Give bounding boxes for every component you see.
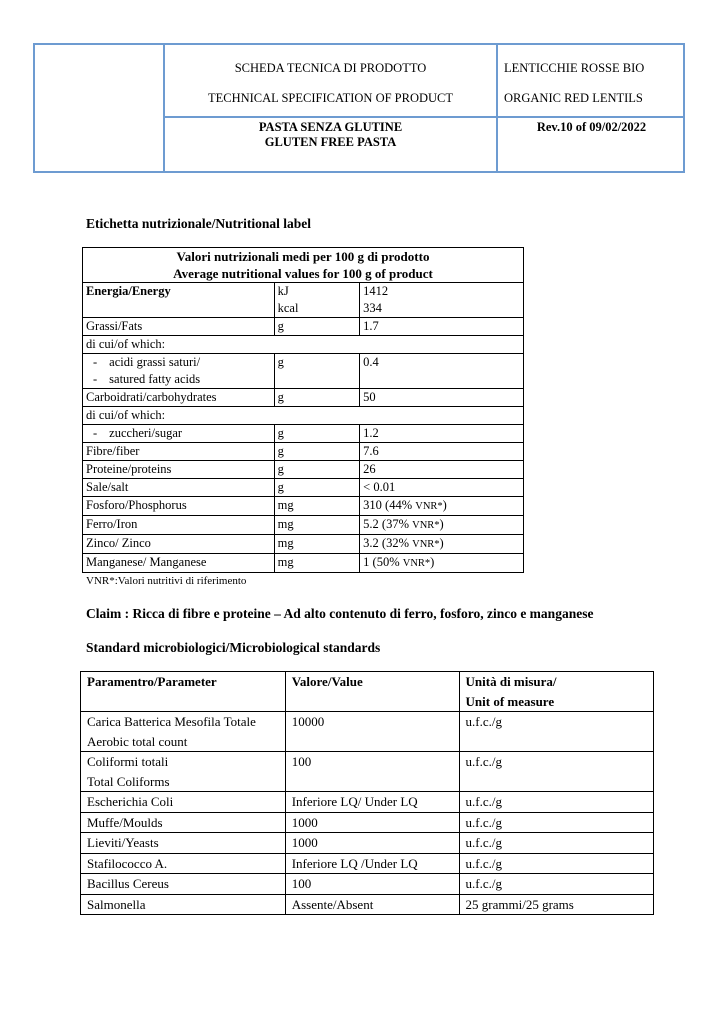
value-cell: 1000 bbox=[285, 812, 459, 833]
manganese-value: 1 (50% VNR*) bbox=[360, 554, 524, 573]
zinc-label: Zinco/ Zinco bbox=[83, 535, 275, 554]
table-row bbox=[83, 535, 524, 554]
carbs-value: 50 bbox=[360, 389, 524, 407]
value-cell: 1000 bbox=[285, 833, 459, 854]
micro-table bbox=[80, 671, 654, 915]
micro-section-title: Standard microbiologici/Microbiological standards bbox=[86, 640, 381, 655]
table-row bbox=[81, 853, 654, 874]
saturated-label: - acidi grassi saturi/ - satured fatty acids bbox=[83, 354, 275, 389]
unit-cell: u.f.c./g bbox=[459, 853, 653, 874]
table-row bbox=[83, 516, 524, 535]
nutrition-table bbox=[82, 247, 524, 573]
table-row bbox=[83, 443, 524, 461]
value-cell: 10000 bbox=[285, 712, 459, 752]
parameter-cell: Muffe/Moulds bbox=[81, 812, 286, 833]
table-row bbox=[81, 894, 654, 915]
table-row bbox=[83, 283, 524, 318]
product-name-en: ORGANIC RED LENTILS bbox=[504, 91, 643, 105]
header-it: Valori nutrizionali medi per 100 g di prodotto bbox=[176, 249, 430, 264]
salt-value: < 0.01 bbox=[360, 479, 524, 497]
logo-area bbox=[35, 45, 163, 171]
claim: Claim : Ricca di fibre e proteine – Ad alto contenuto di ferro, fosforo, zinco e manganese bbox=[86, 606, 594, 621]
table-row bbox=[83, 554, 524, 573]
unit-cell: u.f.c./g bbox=[459, 752, 653, 792]
carbs-unit: g bbox=[274, 389, 360, 407]
vnr-note: VNR*:Valori nutritivi di riferimento bbox=[86, 575, 247, 587]
table-row bbox=[81, 672, 654, 712]
unit-cell: u.f.c./g bbox=[459, 792, 653, 813]
table-row bbox=[83, 354, 524, 389]
table-row bbox=[81, 752, 654, 792]
iron-value: 5.2 (37% VNR*) bbox=[360, 516, 524, 535]
zinc-unit: mg bbox=[274, 535, 360, 554]
sugar-value: 1.2 bbox=[360, 425, 524, 443]
parameter-cell: Salmonella bbox=[81, 894, 286, 915]
unit-cell: u.f.c./g bbox=[459, 874, 653, 895]
value-cell: Inferiore LQ/ Under LQ bbox=[285, 792, 459, 813]
parameter-cell: Lieviti/Yeasts bbox=[81, 833, 286, 854]
manganese-unit: mg bbox=[274, 554, 360, 573]
phosphorus-label: Fosforo/Phosphorus bbox=[83, 497, 275, 516]
revision: Rev.10 of 09/02/2022 bbox=[536, 120, 647, 134]
saturated-unit: g bbox=[274, 354, 360, 389]
nutrition-table-header bbox=[83, 248, 524, 283]
energy-unit: kJ kcal bbox=[274, 283, 360, 318]
spec-header bbox=[33, 43, 685, 173]
sugar-unit: g bbox=[274, 425, 360, 443]
phosphorus-value: 310 (44% VNR*) bbox=[360, 497, 524, 516]
nutrition-section-title: Etichetta nutrizionale/Nutritional label bbox=[86, 216, 311, 231]
table-row bbox=[83, 389, 524, 407]
unit-cell: 25 grammi/25 grams bbox=[459, 894, 653, 915]
salt-unit: g bbox=[274, 479, 360, 497]
header-divider bbox=[163, 116, 683, 118]
value-cell: 100 bbox=[285, 752, 459, 792]
title-en: TECHNICAL SPECIFICATION OF PRODUCT bbox=[207, 91, 454, 105]
table-row bbox=[81, 812, 654, 833]
table-row bbox=[83, 425, 524, 443]
unit-cell: u.f.c./g bbox=[459, 712, 653, 752]
parameter-cell: Carica Batterica Mesofila Totale Aerobic total count bbox=[81, 712, 286, 752]
iron-unit: mg bbox=[274, 516, 360, 535]
energy-value: 1412 334 bbox=[360, 283, 524, 318]
fats-value: 1.7 bbox=[360, 318, 524, 336]
energy-label: Energia/Energy bbox=[83, 283, 275, 318]
header-en: Average nutritional values for 100 g of product bbox=[173, 266, 433, 281]
fats-label: Grassi/Fats bbox=[83, 318, 275, 336]
table-row bbox=[83, 479, 524, 497]
fats-unit: g bbox=[274, 318, 360, 336]
category-it: PASTA SENZA GLUTINE bbox=[258, 120, 403, 134]
product-name-it: LENTICCHIE ROSSE BIO bbox=[504, 61, 645, 75]
carbs-label: Carboidrati/carbohydrates bbox=[83, 389, 275, 407]
table-row bbox=[81, 712, 654, 752]
of-which-label: di cui/of which: bbox=[83, 407, 524, 425]
column-header: Unità di misura/ Unit of measure bbox=[459, 672, 653, 712]
parameter-cell: Stafilococco A. bbox=[81, 853, 286, 874]
proteins-value: 26 bbox=[360, 461, 524, 479]
phosphorus-unit: mg bbox=[274, 497, 360, 516]
table-row bbox=[83, 407, 524, 425]
fibre-value: 7.6 bbox=[360, 443, 524, 461]
table-row bbox=[83, 318, 524, 336]
category-en: GLUTEN FREE PASTA bbox=[264, 135, 397, 149]
saturated-value: 0.4 bbox=[360, 354, 524, 389]
table-row bbox=[83, 336, 524, 354]
proteins-unit: g bbox=[274, 461, 360, 479]
table-row bbox=[83, 461, 524, 479]
table-row bbox=[81, 833, 654, 854]
value-cell: 100 bbox=[285, 874, 459, 895]
table-row bbox=[81, 874, 654, 895]
table-row bbox=[83, 497, 524, 516]
table-row bbox=[81, 792, 654, 813]
parameter-cell: Escherichia Coli bbox=[81, 792, 286, 813]
sugar-label: - zuccheri/sugar bbox=[83, 425, 275, 443]
fibre-unit: g bbox=[274, 443, 360, 461]
column-header: Valore/Value bbox=[285, 672, 459, 712]
value-cell: Inferiore LQ /Under LQ bbox=[285, 853, 459, 874]
of-which-label: di cui/of which: bbox=[83, 336, 524, 354]
unit-cell: u.f.c./g bbox=[459, 812, 653, 833]
fibre-label: Fibre/fiber bbox=[83, 443, 275, 461]
value-cell: Assente/Absent bbox=[285, 894, 459, 915]
table-row bbox=[83, 248, 524, 283]
proteins-label: Proteine/proteins bbox=[83, 461, 275, 479]
manganese-label: Manganese/ Manganese bbox=[83, 554, 275, 573]
title-it: SCHEDA TECNICA DI PRODOTTO bbox=[234, 61, 427, 75]
zinc-value: 3.2 (32% VNR*) bbox=[360, 535, 524, 554]
unit-cell: u.f.c./g bbox=[459, 833, 653, 854]
parameter-cell: Coliformi totali Total Coliforms bbox=[81, 752, 286, 792]
column-header: Paramentro/Parameter bbox=[81, 672, 286, 712]
iron-label: Ferro/Iron bbox=[83, 516, 275, 535]
parameter-cell: Bacillus Cereus bbox=[81, 874, 286, 895]
salt-label: Sale/salt bbox=[83, 479, 275, 497]
